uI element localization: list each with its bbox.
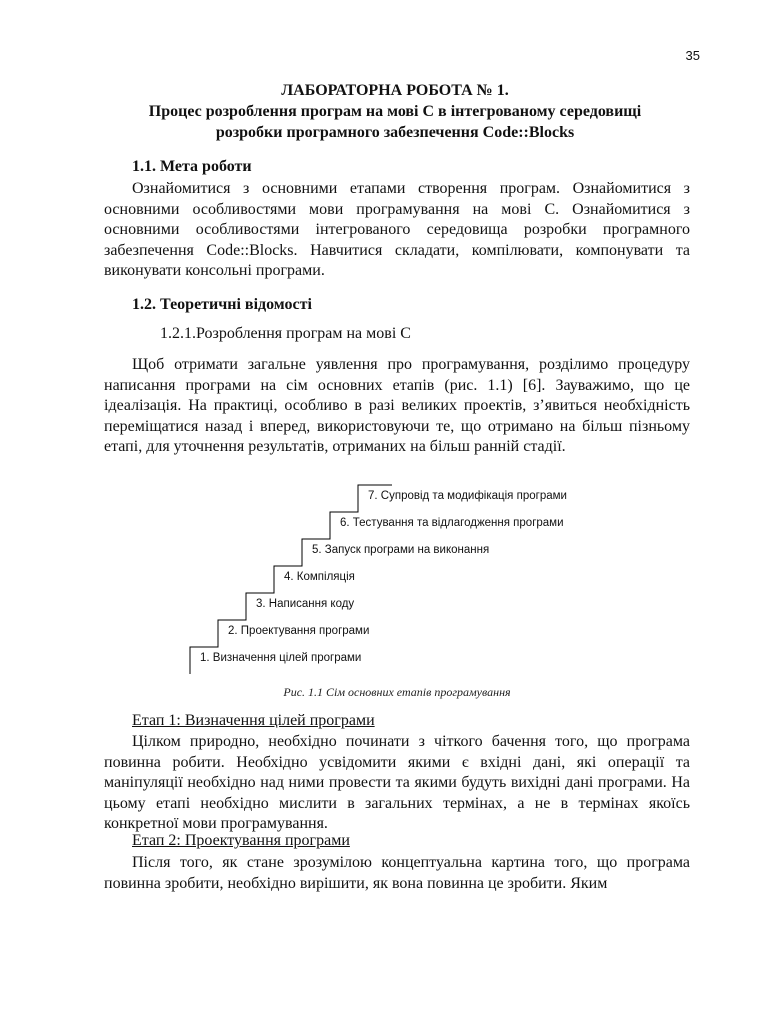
stage-2-heading: Етап 2: Проектування програми: [132, 832, 350, 849]
stage-1-heading: Етап 1: Визначення цілей програми: [132, 712, 375, 729]
step-2-label: 2. Проектування програми: [228, 625, 370, 637]
step-5-label: 5. Запуск програми на виконання: [312, 544, 490, 556]
section-1-2-text: Щоб отримати загальне уявлення про програмування, розділимо процедуру написання програми на сім основних етапів (рис. 1.1) [6]. Зауважимо, що це ідеалізація. На практиці, особливо в разі великих проектів, з’явиться необхідність переміщатися назад і вперед, використовуючи те, що отримано на більш пізньому етапі, для уточнення результатів, отриманих на більш ранній стадії.: [104, 356, 690, 455]
step-6-label: 6. Тестування та відлагодження програми: [340, 517, 564, 529]
lab-title-line-1: ЛАБОРАТОРНА РОБОТА № 1.: [281, 82, 509, 99]
step-7-label: 7. Супровід та модифікація програми: [368, 490, 567, 502]
step-3-label: 3. Написання коду: [256, 598, 355, 610]
staircase-lines: [180, 480, 620, 680]
figure-caption: Рис. 1.1 Сім основних етапів програмування: [283, 685, 511, 699]
section-1-1-heading: 1.1. Мета роботи: [132, 158, 252, 175]
section-1-2-heading: 1.2. Теоретичні відомості: [132, 296, 312, 313]
step-4-label: 4. Компіляція: [284, 571, 355, 583]
page-number: 35: [685, 48, 700, 63]
stage-1-text: Цілком природно, необхідно починати з чіткого бачення того, що програма повинна робити. Необхідно усвідомити якими є вхідні дані, які операції та маніпуляції необхідно над ними провести та якими будуть вихідні дані програми. На цьому етапі необхідно мислити в загальних термінах, а не в термінах якоїсь конкретної мови програмування.: [104, 733, 690, 832]
stage-2-text: Після того, як стане зрозумілою концептуальна картина того, що програма повинна зробити, необхідно вирішити, як вона повинна це зробити. Яким: [104, 854, 690, 892]
lab-title: [100, 80, 690, 143]
lab-title-line-3: розробки програмного забезпечення Code::Blocks: [215, 124, 575, 141]
step-1-label: 1. Визначення цілей програми: [200, 652, 362, 664]
section-1-1-text: Ознайомитися з основними етапами створення програм. Ознайомитися з основними особливостями мови програмування на мові С. Ознайомитися з основними особливостями інтегрованого середовища розробки програмного забезпечення Code::Blocks. Навчитися складати, компілювати, компонувати та виконувати консольні програми.: [104, 180, 690, 279]
section-1-2-1-heading: 1.2.1.Розроблення програм на мові С: [160, 325, 411, 342]
lab-title-line-2: Процес розроблення програм на мові С в інтегрованому середовищі: [148, 103, 642, 120]
staircase-figure: [180, 480, 620, 680]
